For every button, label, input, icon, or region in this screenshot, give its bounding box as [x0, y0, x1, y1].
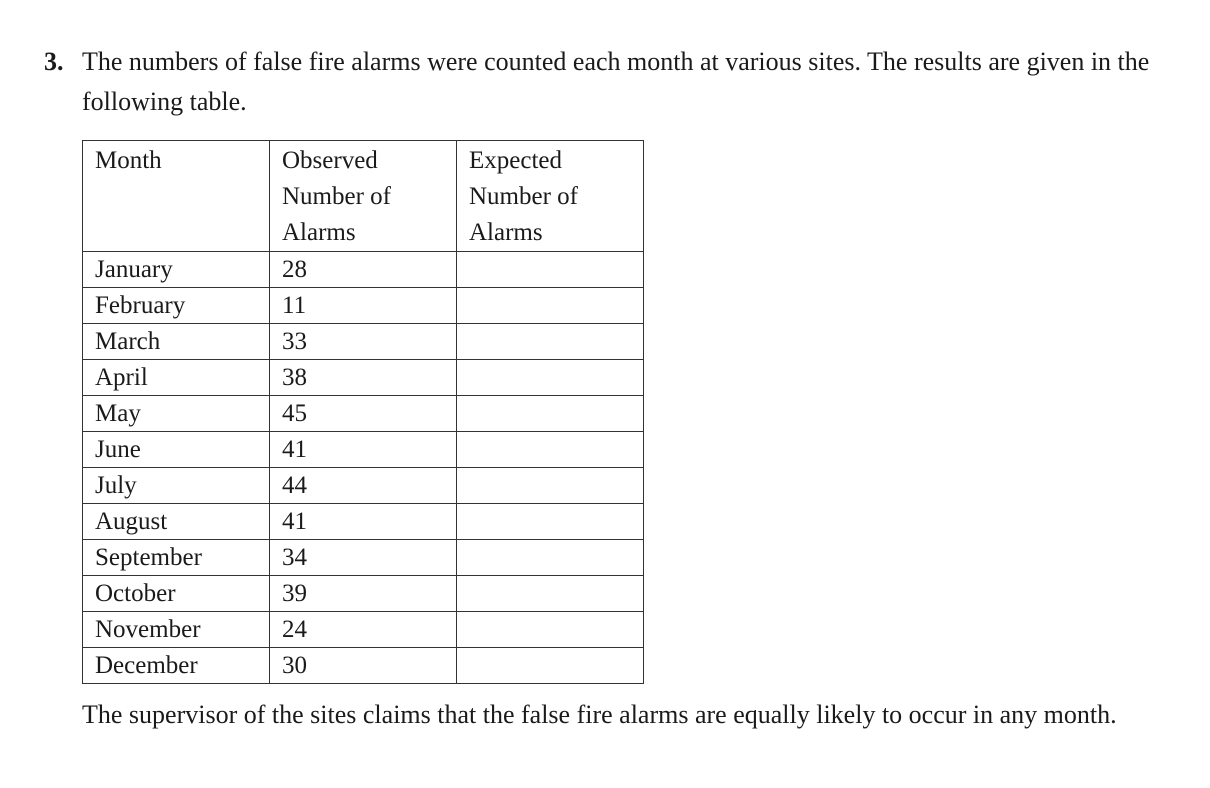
cell-month: August	[83, 504, 270, 540]
table-row	[83, 576, 644, 612]
cell-month: July	[83, 468, 270, 504]
cell-expected[interactable]	[457, 504, 644, 540]
question-block	[44, 42, 1174, 122]
cell-expected[interactable]	[457, 576, 644, 612]
cell-observed: 45	[270, 396, 457, 432]
cell-observed: 41	[270, 432, 457, 468]
cell-observed: 41	[270, 504, 457, 540]
cell-month: January	[83, 252, 270, 288]
header-month: Month	[83, 141, 270, 252]
table-row	[83, 288, 644, 324]
table-row	[83, 432, 644, 468]
supervisor-claim-text: The supervisor of the sites claims that the false fire alarms are equally likely to occur in any month.	[82, 700, 1117, 729]
cell-expected[interactable]	[457, 432, 644, 468]
table-row	[83, 504, 644, 540]
table-row	[83, 360, 644, 396]
cell-month: December	[83, 648, 270, 684]
cell-month: September	[83, 540, 270, 576]
table-row	[83, 540, 644, 576]
header-expected: Expected Number of Alarms	[457, 141, 644, 252]
cell-observed: 44	[270, 468, 457, 504]
cell-month: November	[83, 612, 270, 648]
cell-observed: 11	[270, 288, 457, 324]
cell-expected[interactable]	[457, 612, 644, 648]
cell-expected[interactable]	[457, 360, 644, 396]
cell-month: April	[83, 360, 270, 396]
cell-month: February	[83, 288, 270, 324]
cell-month: May	[83, 396, 270, 432]
cell-expected[interactable]	[457, 468, 644, 504]
cell-expected[interactable]	[457, 288, 644, 324]
table-header-row	[83, 141, 644, 252]
alarms-table-container	[82, 140, 644, 684]
table-row	[83, 648, 644, 684]
question-text: The numbers of false fire alarms were counted each month at various sites. The results are given in the following table.	[82, 47, 1150, 116]
cell-expected[interactable]	[457, 648, 644, 684]
cell-expected[interactable]	[457, 396, 644, 432]
header-observed: Observed Number of Alarms	[270, 141, 457, 252]
cell-month: June	[83, 432, 270, 468]
table-row	[83, 396, 644, 432]
cell-observed: 33	[270, 324, 457, 360]
cell-expected[interactable]	[457, 540, 644, 576]
table-row	[83, 612, 644, 648]
cell-observed: 24	[270, 612, 457, 648]
cell-observed: 28	[270, 252, 457, 288]
cell-month: October	[83, 576, 270, 612]
cell-observed: 38	[270, 360, 457, 396]
table-row	[83, 468, 644, 504]
cell-observed: 34	[270, 540, 457, 576]
table-body	[83, 252, 644, 684]
table-row	[83, 324, 644, 360]
table-row	[83, 252, 644, 288]
alarms-table	[82, 140, 644, 684]
cell-month: March	[83, 324, 270, 360]
cell-expected[interactable]	[457, 252, 644, 288]
cell-observed: 39	[270, 576, 457, 612]
cell-expected[interactable]	[457, 324, 644, 360]
question-number: 3.	[44, 47, 64, 76]
cell-observed: 30	[270, 648, 457, 684]
